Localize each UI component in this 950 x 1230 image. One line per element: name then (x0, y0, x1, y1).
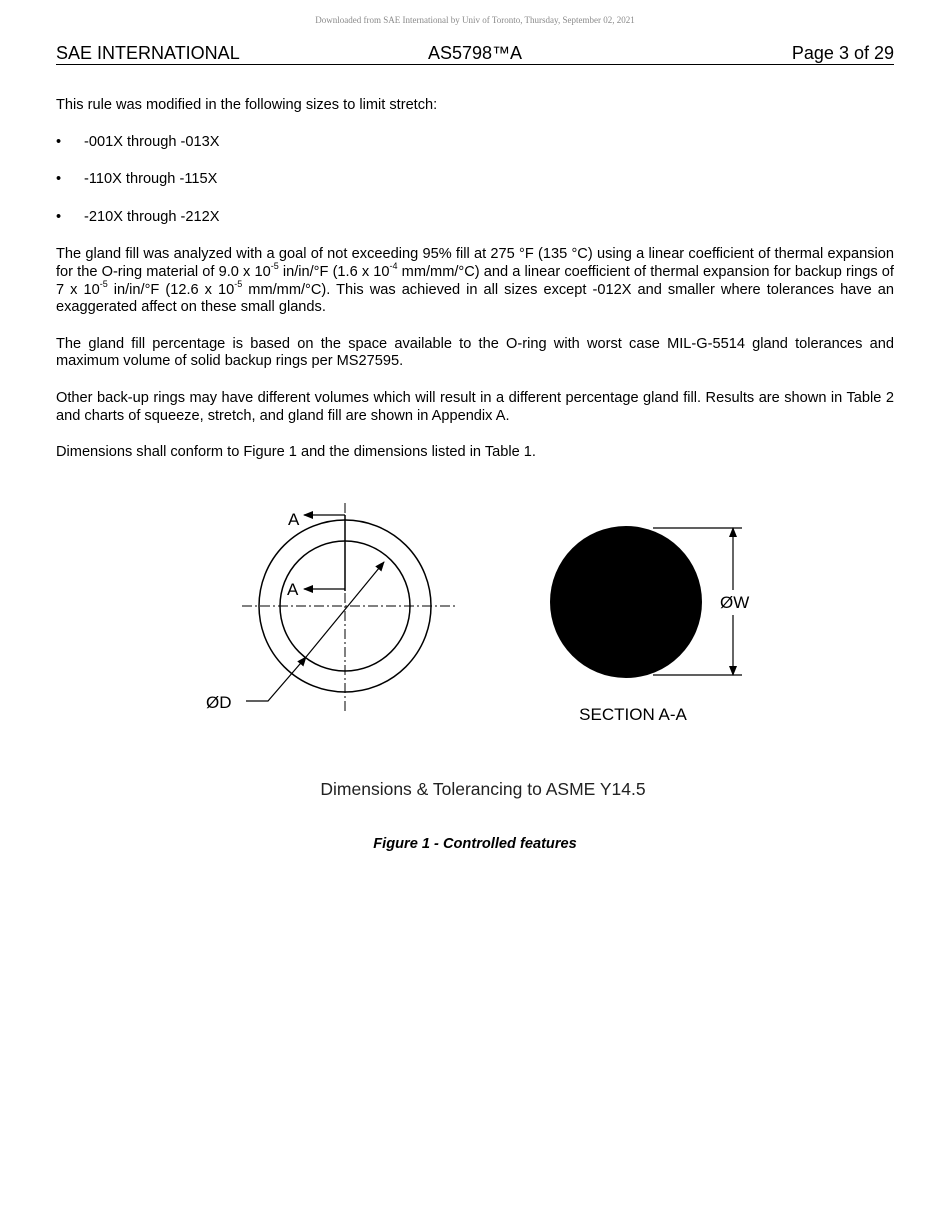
diameter-d-leader (246, 657, 306, 701)
backup-rings-paragraph: Other back-up rings may have different volumes which will result in a different percentage gland fill. Results are shown in Table 2 and charts of squeeze, stretch, and gland fill are shown in Appendix A. (56, 389, 894, 424)
bullet-marker: • (56, 208, 62, 225)
o-ring-cross-section (550, 526, 702, 678)
gland-fill-percentage-paragraph: The gland fill percentage is based on the space available to the O-ring with worst case MIL-G-5514 gland tolerances and maximum volume of solid backup rings per MS27595. (56, 335, 894, 370)
page-header (56, 43, 894, 65)
section-a-a-label: SECTION A-A (579, 705, 687, 724)
bullet-item (56, 171, 894, 189)
intro-paragraph: This rule was modified in the following sizes to limit stretch: (56, 97, 438, 113)
diameter-d-label: ØD (206, 693, 232, 712)
page-body (56, 97, 894, 481)
gland-fill-paragraph: The gland fill was analyzed with a goal of not exceeding 95% fill at 275 °F (135 °C) using a linear coefficient of thermal expansion for the O-ring material of 9.0 x $10^{-5}$ in/in/°F (1.6 x $10^{-4}$ mm/mm/°C) and a linear coefficient of thermal expansion for backup rings of 7 x $10^{-5}$ in/in/°F (12.6 x $10^{-5}$ mm/mm/°C). This was achieved in all sizes except -012X and smaller where tolerances have an exaggerated affect on these small glands. (56, 246, 894, 316)
section-label-a-top: A (288, 510, 300, 529)
header-document-number: AS5798™A (427, 43, 523, 63)
figure-caption: Figure 1 - Controlled features (373, 836, 577, 852)
bullet-marker: • (56, 171, 62, 188)
bullet-text: -110X through -115X (84, 171, 218, 188)
diameter-w-label: ØW (720, 593, 750, 612)
bullet-item (56, 209, 894, 227)
download-watermark: Downloaded from SAE International by Univ of Toronto, Thursday, September 02, 2021 (315, 15, 635, 25)
header-page-number: Page 3 of 29 (791, 43, 894, 63)
bullet-item (56, 134, 894, 152)
bullet-marker: • (56, 133, 62, 150)
tolerance-note: Dimensions & Tolerancing to ASME Y14.5 (320, 779, 646, 799)
bullet-text: -210X through -212X (84, 208, 220, 225)
header-organization: SAE INTERNATIONAL (56, 43, 240, 63)
bullet-text: -001X through -013X (84, 133, 220, 150)
dimensions-paragraph: Dimensions shall conform to Figure 1 and the dimensions listed in Table 1. (56, 444, 536, 461)
section-label-a-inner: A (287, 580, 299, 599)
controlled-features-figure (190, 495, 770, 815)
